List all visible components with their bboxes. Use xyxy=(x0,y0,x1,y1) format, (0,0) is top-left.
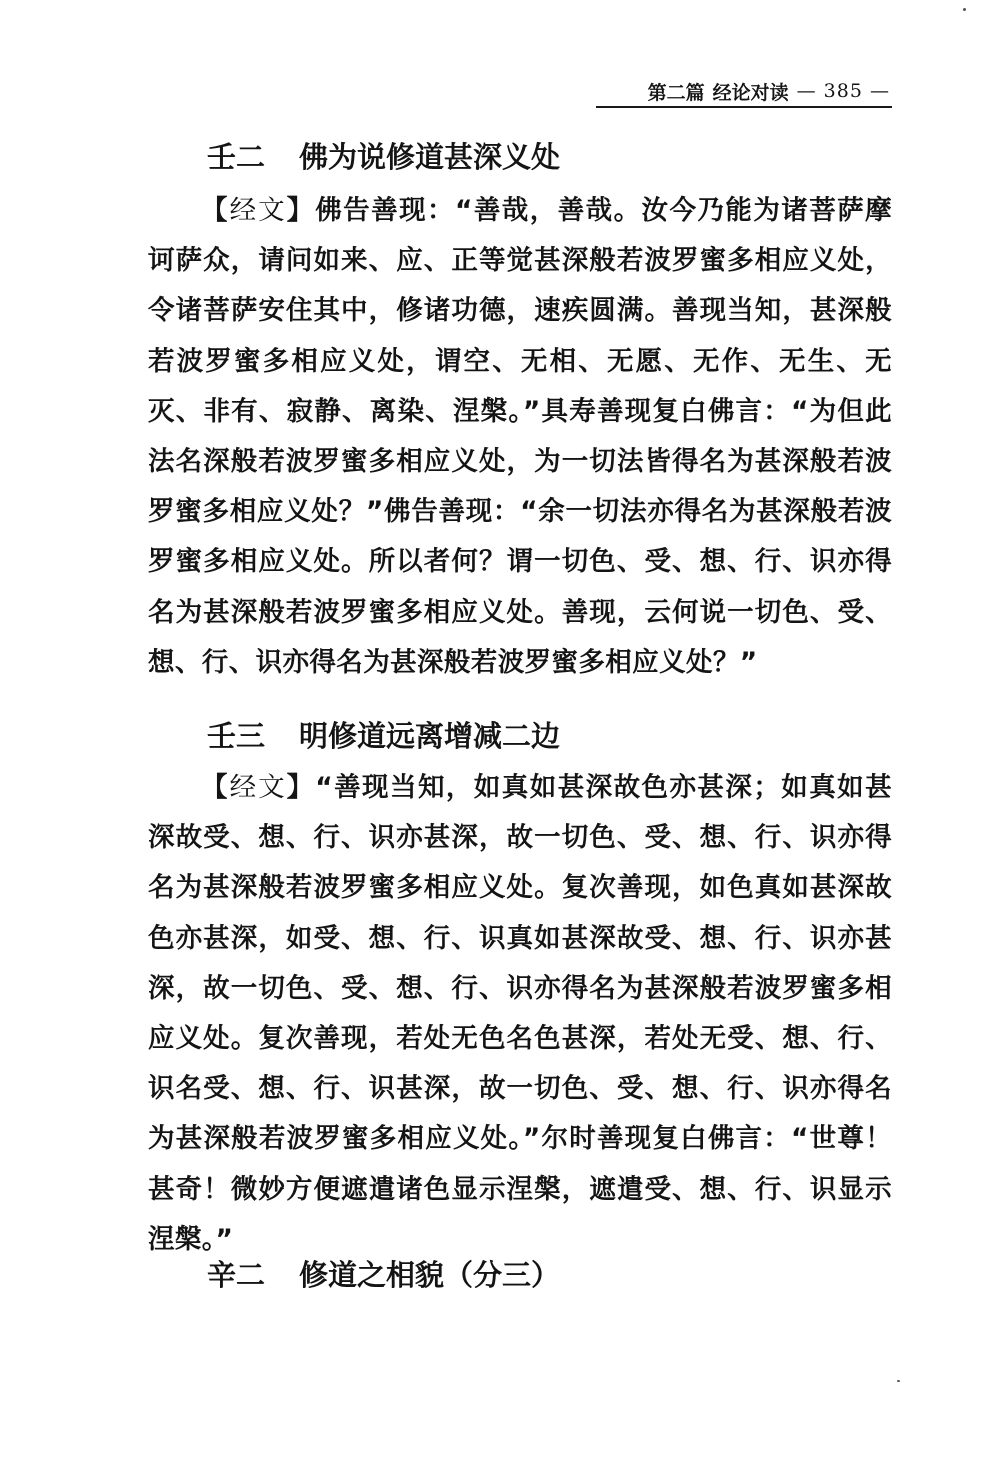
section-label: 壬三 xyxy=(207,719,266,753)
header-rule xyxy=(596,106,892,108)
passage-text: 佛告善现：“善哉，善哉。汝今乃能为诸菩萨摩诃萨众，请问如来、应、正等觉甚深般若波罗蜜多相应义处，令诸菩萨安住其中，修诸功德，速疾圆满。善现当知，甚深般若波罗蜜多相应义处，谓空、无相、无愿、无作、无生、无灭、非有、寂静、离染、涅槃。”具寿善现复白佛言：“为但此法名深般若波罗蜜多相应义处，为一切法皆得名为甚深般若波罗蜜多相应义处？”佛告善现：“余一切法亦得名为甚深般若波罗蜜多相应义处。所以者何？谓一切色、受、想、行、识亦得名为甚深般若波罗蜜多相应义处。善现，云何说一切色、受、想、行、识亦得名为甚深般若波罗蜜多相应义处？” xyxy=(148,195,893,678)
section-label: 壬二 xyxy=(207,140,266,174)
header-part: 第二篇 xyxy=(647,81,705,104)
section-title: 修道之相貌（分三） xyxy=(299,1258,561,1292)
page-number: — 385 — xyxy=(796,80,890,102)
section-heading-3 xyxy=(207,1255,847,1295)
scan-speck xyxy=(897,1380,900,1382)
scripture-passage-1 xyxy=(148,186,892,688)
header-title: 经论对读 xyxy=(712,81,789,104)
section-title: 明修道远离增减二边 xyxy=(299,719,561,753)
running-header xyxy=(598,77,890,105)
scripture-tag: 【经文】 xyxy=(201,772,316,803)
scripture-passage-2 xyxy=(148,763,892,1265)
scripture-tag-label: 经文 xyxy=(229,772,287,803)
section-label: 辛二 xyxy=(207,1258,266,1292)
section-heading-1 xyxy=(207,137,847,177)
section-title: 佛为说修道甚深义处 xyxy=(299,140,561,174)
scripture-tag: 【经文】 xyxy=(201,195,316,226)
scan-speck xyxy=(963,8,966,11)
passage-text: “善现当知，如真如甚深故色亦甚深；如真如甚深故受、想、行、识亦甚深，故一切色、受、想、行、识亦得名为甚深般若波罗蜜多相应义处。复次善现，如色真如甚深故色亦甚深，如受、想、行、识真如甚深故受、想、行、识亦甚深，故一切色、受、想、行、识亦得名为甚深般若波罗蜜多相应义处。复次善现，若处无色名色甚深，若处无受、想、行、识名受、想、行、识甚深，故一切色、受、想、行、识亦得名为甚深般若波罗蜜多相应义处。”尔时善现复白佛言：“世尊！甚奇！微妙方便遮遣诸色显示涅槃，遮遣受、想、行、识显示涅槃。” xyxy=(148,772,893,1255)
section-heading-2 xyxy=(207,716,847,756)
scripture-tag-label: 经文 xyxy=(229,195,287,226)
